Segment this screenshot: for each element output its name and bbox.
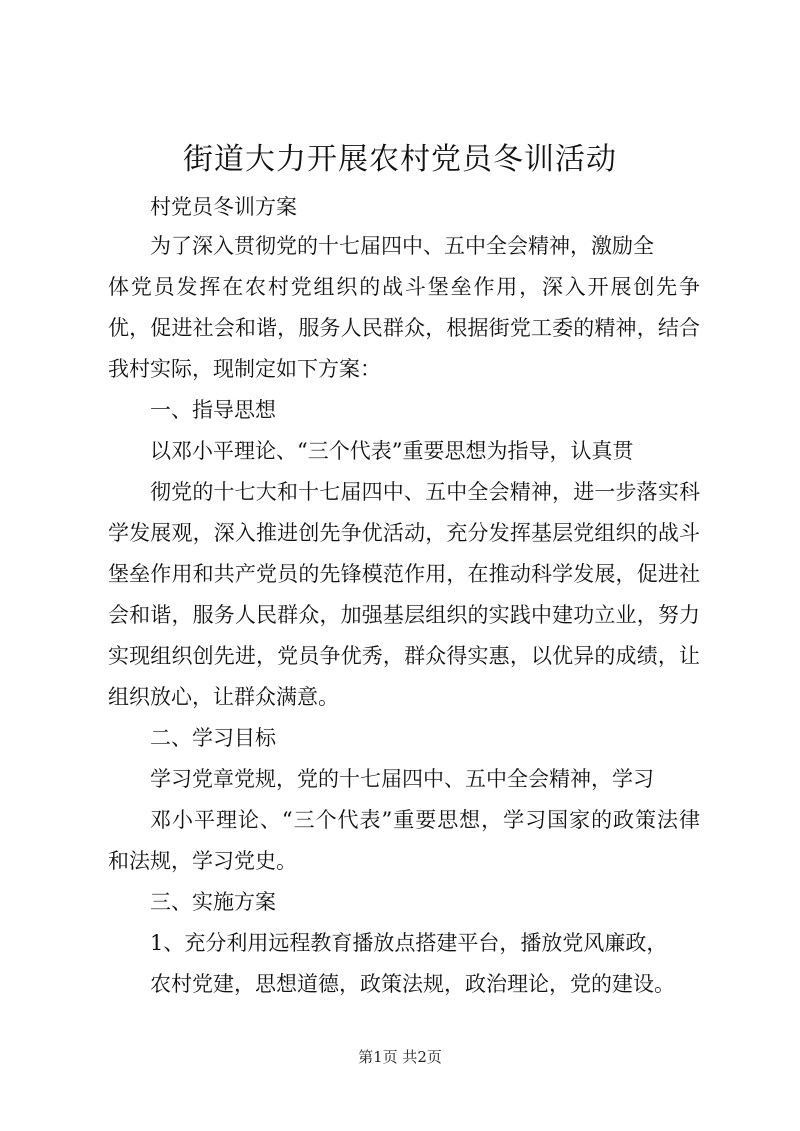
text-line: 农村党建，思想道德，政策法规，政治理论，党的建设。 — [150, 972, 675, 996]
text-line: 学习党章党规，党的十七届四中、五中全会精神，学习 — [150, 767, 654, 791]
text-line: 体党员发挥在农村党组织的战斗堡垒作用，深入开展创先争 — [108, 275, 700, 299]
text-line: 学发展观，深入推进创先争优活动，充分发挥基层党组织的战斗 — [108, 521, 700, 545]
text-line: 和法规，学习党史。 — [108, 849, 297, 873]
text-line: 村党员冬训方案 — [150, 195, 297, 219]
text-line: 优，促进社会和谐，服务人民群众，根据街党工委的精神，结合 — [108, 316, 700, 340]
section-heading: 二、学习目标 — [150, 726, 276, 750]
text-line: 为了深入贯彻党的十七届四中、五中全会精神，激励全 — [150, 234, 654, 258]
text-line: 邓小平理论、“三个代表”重要思想，学习国家的政策法律 — [150, 808, 700, 832]
text-line: 彻党的十七大和十七届四中、五中全会精神，进一步落实科 — [150, 480, 700, 504]
text-line: 我村实际，现制定如下方案： — [108, 357, 381, 381]
text-line: 以邓小平理论、“三个代表”重要思想为指导，认真贯 — [150, 439, 634, 463]
page-footer: 第1页 共2页 — [358, 1048, 442, 1066]
text-line: 组织放心，让群众满意。 — [108, 685, 339, 709]
document-title: 街道大力开展农村党员冬训活动 — [183, 142, 617, 177]
text-line: 会和谐，服务人民群众，加强基层组织的实践中建功立业，努力 — [108, 603, 700, 627]
text-line: 1、充分利用远程教育播放点搭建平台，播放党风廉政， — [150, 931, 668, 955]
text-line: 实现组织创先进，党员争优秀，群众得实惠，以优异的成绩，让 — [108, 644, 700, 668]
section-heading: 一、指导思想 — [150, 398, 276, 422]
text-line: 堡垒作用和共产党员的先锋模范作用，在推动科学发展，促进社 — [108, 562, 700, 586]
section-heading: 三、实施方案 — [150, 890, 276, 914]
